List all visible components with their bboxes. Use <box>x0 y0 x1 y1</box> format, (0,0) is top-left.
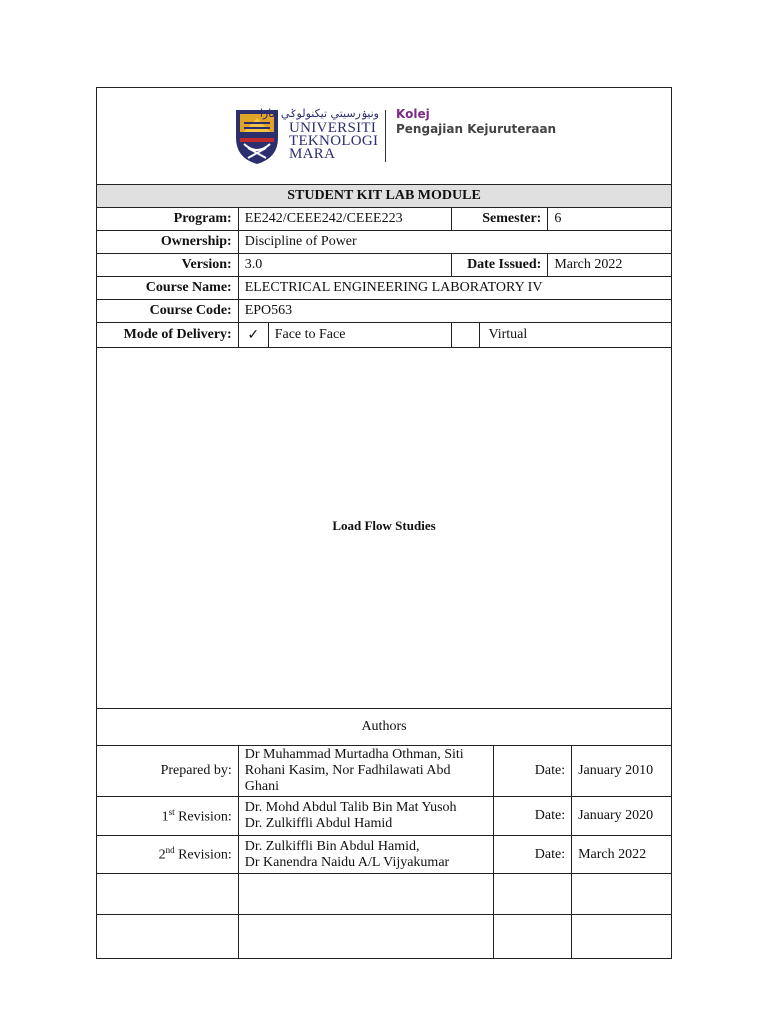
first-revision-date: January 2020 <box>572 797 672 836</box>
course-name-value: ELECTRICAL ENGINEERING LABORATORY IV <box>238 277 671 300</box>
revision-number: 1 <box>161 809 169 825</box>
second-revision-date: March 2022 <box>572 836 672 874</box>
face-to-face-checkbox[interactable]: ✓ <box>238 323 268 348</box>
date-label: Date: <box>494 797 572 836</box>
program-label: Program: <box>97 208 239 231</box>
author-name-line: Dr Kanendra Naidu A/L Vijyakumar <box>244 854 450 870</box>
revision-number: 2 <box>158 847 166 863</box>
empty-cell <box>97 874 239 915</box>
header-logo-area <box>97 88 671 184</box>
date-issued-label: Date Issued: <box>452 254 548 277</box>
version-value: 3.0 <box>238 254 452 277</box>
module-title: STUDENT KIT LAB MODULE <box>97 185 672 208</box>
first-revision-label <box>97 797 239 836</box>
wordmark-line: UNIVERSITI <box>289 120 377 136</box>
revision-suffix: nd <box>165 845 175 856</box>
module-info-table <box>96 184 672 348</box>
virtual-label: Virtual <box>488 327 528 342</box>
prepared-date: January 2010 <box>572 746 672 797</box>
wordmark-line: MARA <box>289 146 336 162</box>
authors-heading: Authors <box>97 709 672 746</box>
ownership-label: Ownership: <box>97 231 239 254</box>
ownership-value: Discipline of Power <box>238 231 671 254</box>
revision-suffix: st <box>168 806 175 817</box>
face-to-face-label: Face to Face <box>268 323 452 348</box>
empty-cell <box>97 915 239 959</box>
version-label: Version: <box>97 254 239 277</box>
date-label: Date: <box>494 746 572 797</box>
author-name-line: Ghani <box>244 779 279 794</box>
second-revision-label <box>97 836 239 874</box>
empty-cell <box>238 874 493 915</box>
delivery-label: Mode of Delivery: <box>97 323 239 348</box>
empty-cell <box>494 915 572 959</box>
wordmark-line: TEKNOLOGI <box>289 133 379 149</box>
empty-cell <box>238 915 493 959</box>
prepared-by-names <box>238 746 493 797</box>
semester-value: 6 <box>548 208 672 231</box>
cover-page <box>96 87 672 959</box>
course-code-label: Course Code: <box>97 300 239 323</box>
program-value: EE242/CEEE242/CEEE223 <box>238 208 452 231</box>
semester-label: Semester: <box>452 208 548 231</box>
date-label: Date: <box>494 836 572 874</box>
second-revision-names <box>238 836 493 874</box>
faculty-label: Pengajian Kejuruteraan <box>396 122 557 136</box>
authors-table <box>96 708 672 959</box>
virtual-option <box>452 323 672 348</box>
jawi-wordmark: ونيۏرسيتي تيکنولوݢي مارا <box>259 107 379 120</box>
prepared-by-label: Prepared by: <box>97 746 239 797</box>
author-name-line: Dr Muhammad Murtadha Othman, Siti <box>244 747 464 762</box>
empty-cell <box>494 874 572 915</box>
revision-text: Revision: <box>174 847 232 863</box>
course-name-label: Course Name: <box>97 277 239 300</box>
lab-title: Load Flow Studies <box>332 518 436 533</box>
empty-cell <box>572 874 672 915</box>
course-code-value: EPO563 <box>238 300 671 323</box>
date-issued-value: March 2022 <box>548 254 672 277</box>
logo-divider <box>385 110 386 162</box>
kolej-label: Kolej <box>396 107 430 121</box>
revision-text: Revision: <box>174 809 232 825</box>
empty-cell <box>572 915 672 959</box>
author-name-line: Dr. Zulkiffli Bin Abdul Hamid, <box>244 838 420 854</box>
author-name-line: Dr. Mohd Abdul Talib Bin Mat Yusoh <box>244 800 457 815</box>
university-wordmark <box>289 122 378 161</box>
author-name-line: Dr. Zulkiffli Abdul Hamid <box>244 816 393 831</box>
author-name-line: Rohani Kasim, Nor Fadhilawati Abd <box>244 763 451 778</box>
lab-title-area <box>97 358 671 709</box>
virtual-checkbox[interactable] <box>452 323 480 347</box>
first-revision-names <box>238 797 493 836</box>
